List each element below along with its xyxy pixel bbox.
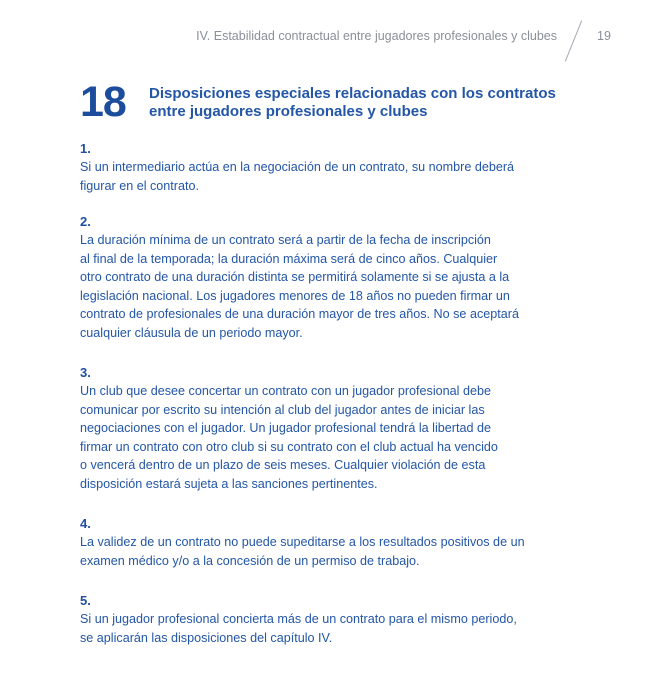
clause-5 <box>80 592 570 647</box>
text-line: comunicar por escrito su intención al club del jugador antes de iniciar las <box>80 402 485 417</box>
running-header <box>0 29 649 51</box>
text-line: examen médico y/o a la concesión de un permiso de trabajo. <box>80 553 420 568</box>
clause-number: 4. <box>80 516 91 531</box>
clause-text <box>80 610 570 647</box>
clause-number: 1. <box>80 141 91 156</box>
clause-text <box>80 382 570 494</box>
text-line: otro contrato de una duración distinta se permitirá solamente si se ajusta a la <box>80 270 510 285</box>
page-number: 19 <box>597 29 611 43</box>
text-line: al final de la temporada; la duración máxima será de cinco años. Cualquier <box>80 251 498 266</box>
text-line: negociaciones con el jugador. Un jugador profesional tendrá la libertad de <box>80 421 491 436</box>
article-title <box>149 85 569 121</box>
clause-1 <box>80 140 570 195</box>
text-line: firmar un contrato con otro club si su contrato con el club actual ha vencido <box>80 439 498 454</box>
clause-text <box>80 231 570 343</box>
text-line: o vencerá dentro de un plazo de seis meses. Cualquier violación de esta <box>80 458 486 473</box>
clause-number: 3. <box>80 365 91 380</box>
text-line: La duración mínima de un contrato será a partir de la fecha de inscripción <box>80 233 491 247</box>
running-title: IV. Estabilidad contractual entre jugadores profesionales y clubes <box>196 29 557 43</box>
article-title-line: Disposiciones especiales relacionadas con los contratos <box>149 85 556 102</box>
text-line: legislación nacional. Los jugadores menores de 18 años no pueden firmar un <box>80 288 510 303</box>
article-number: 18 <box>80 78 126 126</box>
header-divider <box>565 20 582 61</box>
article-title-line: entre jugadores profesionales y clubes <box>149 103 428 120</box>
clause-4 <box>80 515 570 570</box>
text-line: Si un intermediario actúa en la negociación de un contrato, su nombre deberá <box>80 160 515 174</box>
text-line: se aplicarán las disposiciones del capítulo IV. <box>80 630 333 645</box>
clause-number: 5. <box>80 593 91 608</box>
text-line: Un club que desee concertar un contrato con un jugador profesional debe <box>80 384 491 398</box>
text-line: figurar en el contrato. <box>80 178 200 193</box>
clause-3 <box>80 364 570 494</box>
article-heading <box>80 78 570 130</box>
text-line: contrato de profesionales de una duración mayor de tres años. No se aceptará <box>80 307 519 322</box>
clause-text <box>80 158 570 195</box>
text-line: Si un jugador profesional concierta más de un contrato para el mismo periodo, <box>80 612 517 626</box>
clause-2 <box>80 213 570 343</box>
text-line: cualquier cláusula de un periodo mayor. <box>80 325 303 340</box>
clause-text <box>80 533 570 570</box>
text-line: disposición estará sujeta a las sanciones pertinentes. <box>80 476 378 491</box>
text-line: La validez de un contrato no puede supeditarse a los resultados positivos de un <box>80 535 525 549</box>
clause-number: 2. <box>80 214 91 229</box>
